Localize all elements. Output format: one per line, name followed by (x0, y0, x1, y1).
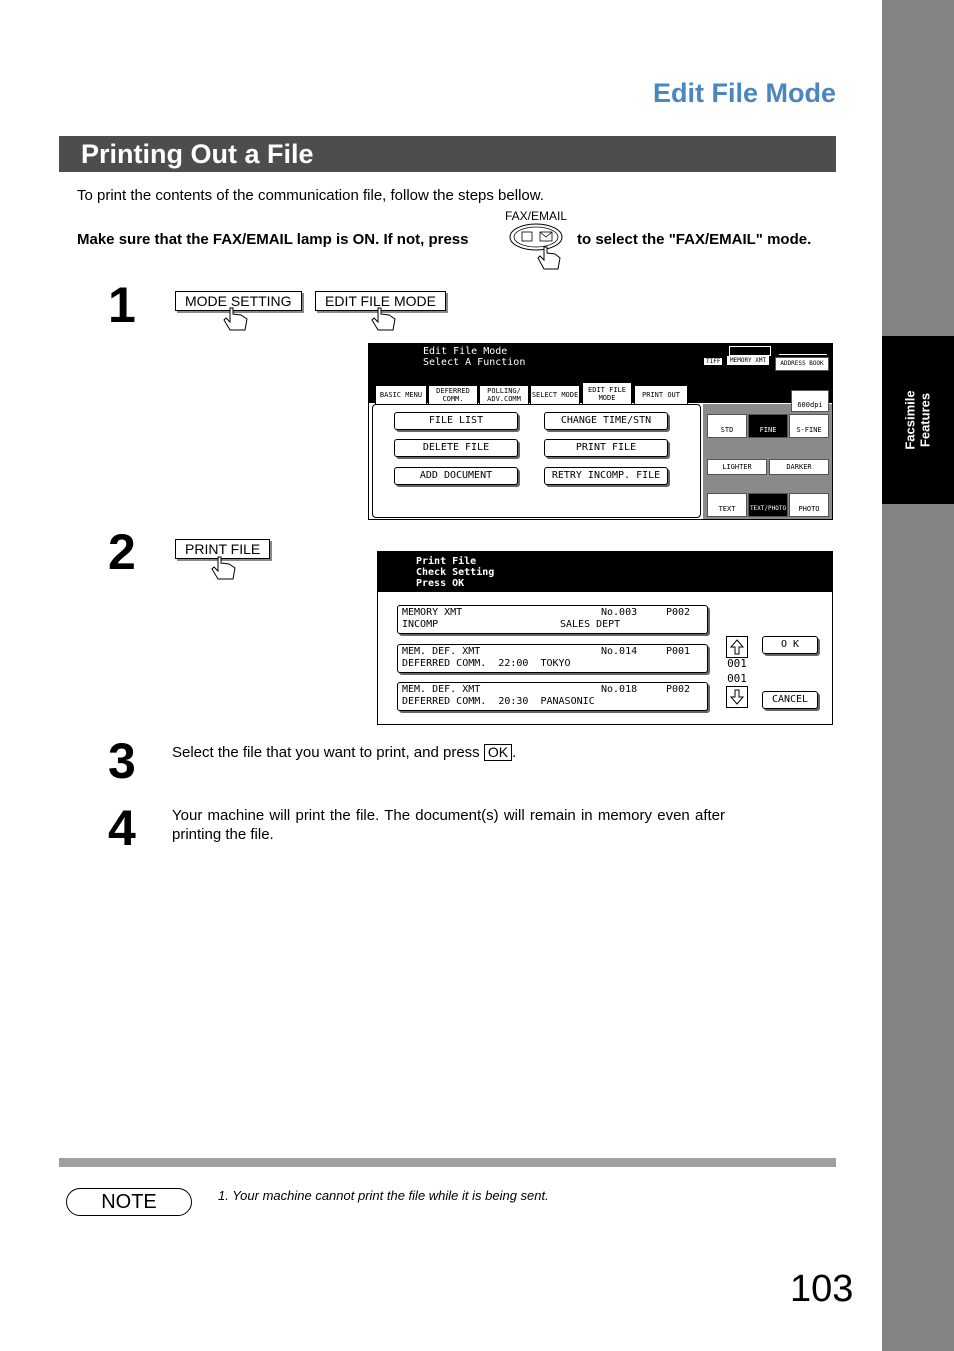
600dpi-button[interactable]: 600dpi (791, 390, 829, 412)
ok-button[interactable]: O K (762, 636, 818, 654)
screen-title-line1: Edit File Mode (423, 346, 508, 357)
file-entry[interactable] (397, 605, 708, 634)
file-type: MEMORY XMT (402, 607, 463, 618)
darker-button[interactable]: DARKER (769, 459, 829, 475)
mode-setting-key[interactable]: MODE SETTING (175, 291, 302, 311)
file-pages: P001 (666, 646, 691, 657)
edit-file-mode-key[interactable]: EDIT FILE MODE (315, 291, 446, 311)
step-3-number: 3 (108, 733, 136, 789)
change-time-stn-button[interactable]: CHANGE TIME/STN (544, 412, 668, 430)
density-scale (779, 348, 827, 355)
file-number: No.018 (601, 684, 638, 695)
screen-title-line2: Select A Function (423, 357, 526, 368)
step-4-number: 4 (108, 800, 136, 856)
photo-mode-button[interactable]: PHOTO (789, 493, 829, 517)
file-status: DEFERRED COMM. 22:00 TOKYO (402, 658, 571, 669)
press-hand-icon (223, 306, 249, 332)
section-title: Printing Out a File (81, 139, 314, 169)
file-type: MEM. DEF. XMT (402, 684, 481, 695)
arrow-down-icon (727, 687, 747, 707)
note-label: NOTE (66, 1188, 192, 1216)
file-list-button[interactable]: FILE LIST (394, 412, 518, 430)
cancel-button[interactable]: CANCEL (762, 691, 818, 709)
lamp-instruction: Make sure that the FAX/EMAIL lamp is ON. If not, press (77, 231, 469, 248)
lamp-instruction-end: to select the "FAX/EMAIL" mode. (577, 231, 812, 248)
tiff-indicator: TIFF (706, 358, 721, 365)
step-3-text (172, 743, 516, 762)
file-destination: SALES DEPT (560, 619, 621, 630)
chapter-heading: Edit File Mode (652, 78, 836, 108)
fax-email-button-icon (507, 222, 565, 272)
side-margin-bar (882, 0, 954, 1351)
memory-xmt-indicator: MEMORY XMT (727, 356, 769, 365)
ok-key[interactable]: OK (484, 744, 512, 761)
file-pages: P002 (666, 684, 691, 695)
scroll-up-button[interactable] (726, 636, 748, 658)
footer-divider (59, 1158, 836, 1167)
file-number: No.003 (601, 607, 638, 618)
text-photo-mode-button[interactable]: TEXT/PHOTO (748, 493, 788, 517)
chapter-tab-label (882, 336, 954, 504)
retry-incomp-file-button[interactable]: RETRY INCOMP. FILE (544, 467, 668, 485)
page-number: 103 (790, 1268, 854, 1310)
step-3-instruction: Select the file that you want to print, and press (172, 744, 480, 761)
chapter-tab-line2: Features (917, 392, 933, 448)
page-counter-current: 001 (727, 657, 747, 670)
tab-basic-menu[interactable]: BASIC MENU (375, 385, 427, 405)
tab-edit-file-mode[interactable]: EDIT FILE MODE (582, 382, 632, 404)
fax-email-label: FAX/EMAIL (505, 209, 568, 223)
step-1-number: 1 (108, 277, 136, 333)
std-button[interactable]: STD (707, 414, 747, 438)
tab-deferred-comm[interactable]: DEFERRED COMM. (428, 385, 478, 405)
file-entry[interactable] (397, 682, 708, 711)
screen-title (423, 346, 525, 368)
add-document-button[interactable]: ADD DOCUMENT (394, 467, 518, 485)
screen-title (416, 556, 494, 589)
file-status: INCOMP (402, 619, 439, 630)
screen-title-line1: Print File (416, 556, 477, 567)
delete-file-button[interactable]: DELETE FILE (394, 439, 518, 457)
print-file-button[interactable]: PRINT FILE (544, 439, 668, 457)
status-icons (729, 346, 771, 356)
screen-title-line2: Check Setting (416, 567, 495, 578)
text-mode-button[interactable]: TEXT (707, 493, 747, 517)
page-counter (726, 656, 748, 686)
note-text: 1. Your machine cannot print the file while it is being sent. (218, 1188, 549, 1203)
edit-file-mode-screen (368, 343, 833, 520)
lighter-button[interactable]: LIGHTER (707, 459, 767, 475)
file-status: DEFERRED COMM. 20:30 PANASONIC (402, 696, 595, 707)
file-number: No.014 (601, 646, 638, 657)
fine-button[interactable]: FINE (748, 414, 788, 438)
step-3-period: . (512, 744, 517, 761)
tab-polling[interactable]: POLLING/ ADV.COMM (479, 385, 529, 405)
file-type: MEM. DEF. XMT (402, 646, 481, 657)
step-2-number: 2 (108, 524, 136, 580)
file-pages: P002 (666, 607, 691, 618)
file-entry[interactable] (397, 644, 708, 673)
print-file-screen (377, 551, 833, 725)
page-counter-total: 001 (727, 672, 747, 685)
press-hand-icon (211, 555, 237, 581)
print-file-key[interactable]: PRINT FILE (175, 539, 270, 559)
press-hand-icon (371, 306, 397, 332)
step-4-text: Your machine will print the file. The document(s) will remain in memory even after printing the file. (172, 807, 725, 843)
scroll-down-button[interactable] (726, 686, 748, 708)
tab-select-mode[interactable]: SELECT MODE (530, 385, 580, 405)
screen-title-line3: Press OK (416, 578, 465, 589)
tab-print-out[interactable]: PRINT OUT (634, 385, 688, 405)
address-book-button[interactable]: ADDRESS BOOK (775, 357, 829, 371)
s-fine-button[interactable]: S-FINE (789, 414, 829, 438)
intro-text: To print the contents of the communication file, follow the steps bellow. (77, 187, 544, 204)
chapter-tab-line1: Facsimile (902, 390, 918, 450)
arrow-up-icon (727, 637, 747, 657)
